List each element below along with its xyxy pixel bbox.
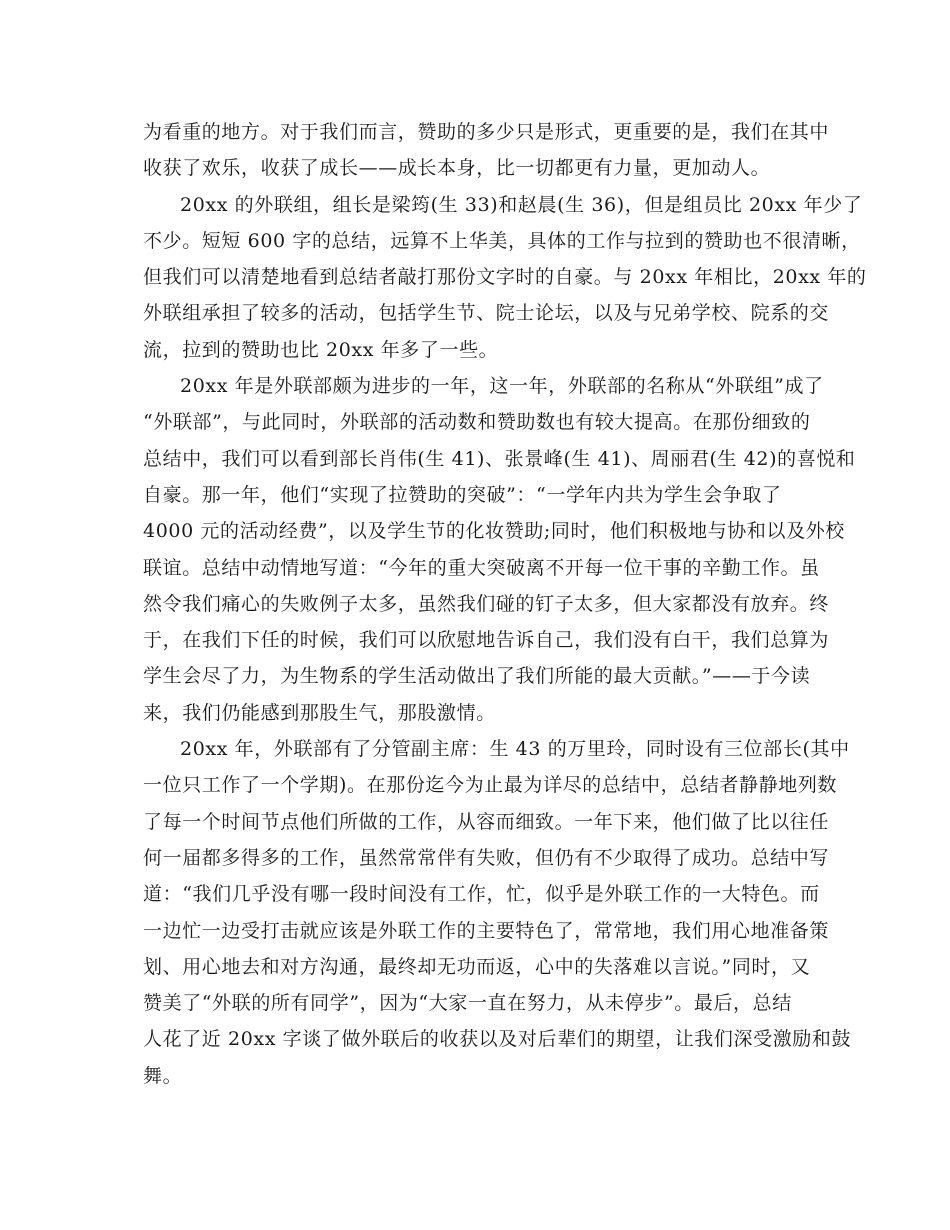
- text-line: 舞。: [143, 1064, 183, 1087]
- paragraph-first-line: 20xx 年，外联部有了分管副主席：生 43 的万里玲，同时设有三位部长(其中: [180, 738, 850, 761]
- paragraph-first-line: 20xx 的外联组，组长是梁筠(生 33)和赵晨(生 36)，但是组员比 20xx 年少了: [180, 193, 863, 216]
- text-line: 来，我们仍能感到那股生气，那股激情。: [143, 701, 496, 724]
- text-line: 为看重的地方。对于我们而言，赞助的多少只是形式，更重要的是，我们在其中: [143, 121, 830, 143]
- text-line: 何一届都多得多的工作，虽然常常伴有失败，但仍有不少取得了成功。总结中写: [143, 846, 830, 869]
- text-line: 了每一个时间节点他们所做的工作，从容而细致。一年下来，他们做了比以往任: [143, 810, 830, 833]
- text-line: 人花了近 20xx 字谈了做外联后的收获以及对后辈们的期望，让我们深受激励和鼓: [143, 1028, 852, 1051]
- text-line: 于，在我们下任的时候，我们可以欣慰地告诉自己，我们没有白干，我们总算为: [143, 629, 830, 652]
- text-line: 4000 元的活动经费”，以及学生节的化妆赞助;同时，他们积极地与协和以及外校: [143, 520, 845, 543]
- text-line: 一位只工作了一个学期)。在那份迄今为止最为详尽的总结中，总结者静静地列数: [143, 774, 838, 797]
- text-line: 联谊。总结中动情地写道：“今年的重大突破离不开每一位干事的辛勤工作。虽: [143, 556, 820, 579]
- document-body: [143, 114, 867, 1094]
- text-line: 划、用心地去和对方沟通，最终却无功而返，心中的失落难以言说。”同时，又: [143, 955, 811, 978]
- text-line: 然令我们痛心的失败例子太多，虽然我们碰的钉子太多，但大家都没有放弃。终: [143, 592, 830, 615]
- text-line: 但我们可以清楚地看到总结者敲打那份文字时的自豪。与 20xx 年相比，20xx 年的: [143, 266, 867, 289]
- text-line: 总结中，我们可以看到部长肖伟(生 41)、张景峰(生 41)、周丽君(生 42)的喜悦和: [143, 447, 856, 470]
- text-line: “外联部”，与此同时，外联部的活动数和赞助数也有较大提高。在那份细致的: [143, 411, 811, 434]
- text-line: 外联组承担了较多的活动，包括学生节、院士论坛，以及与兄弟学校、院系的交: [143, 302, 830, 325]
- text-line: 道：“我们几乎没有哪一段时间没有工作，忙，似乎是外联工作的一大特色。而: [143, 883, 820, 906]
- text-line: 流，拉到的赞助也比 20xx 年多了一些。: [143, 338, 499, 361]
- text-line: 收获了欢乐，收获了成长——成长本身，比一切都更有力量，更加动人。: [143, 157, 771, 180]
- paragraph-first-line: 20xx 年是外联部颇为进步的一年，这一年，外联部的名称从“外联组”成了: [180, 375, 824, 398]
- text-line: 自豪。那一年，他们“实现了拉赞助的突破”：“一学年内共为学生会争取了: [143, 483, 782, 506]
- text-line: 学生会尽了力，为生物系的学生活动做出了我们所能的最大贡献。”——于今读: [143, 665, 811, 688]
- text-line: 赞美了“外联的所有同学”，因为“大家一直在努力，从未停步”。最后，总结: [143, 992, 792, 1015]
- text-line: 一边忙一边受打击就应该是外联工作的主要特色了，常常地，我们用心地准备策: [143, 919, 830, 942]
- text-line: 不少。短短 600 字的总结，远算不上华美，具体的工作与拉到的赞助也不很清晰，: [143, 229, 861, 252]
